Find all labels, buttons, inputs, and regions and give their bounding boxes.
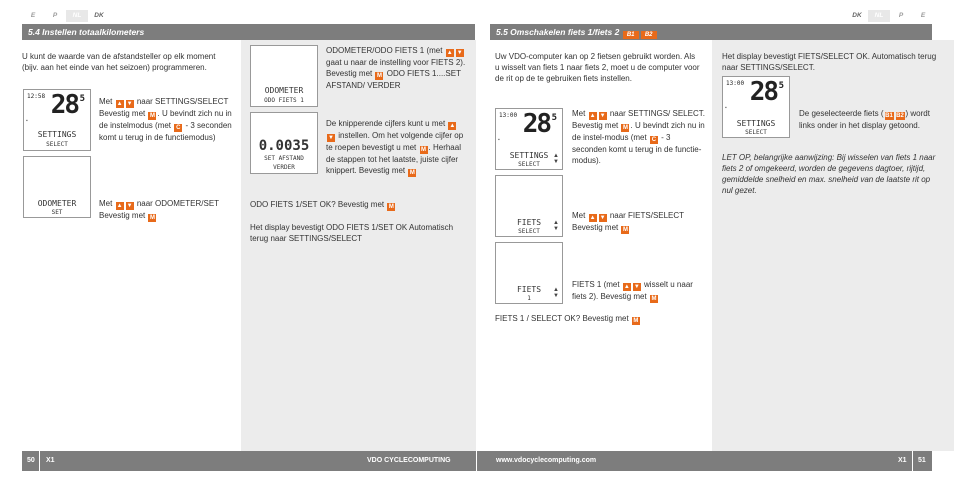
lcd-line2: SET <box>51 209 63 216</box>
lang-tab: DK <box>94 12 104 19</box>
col4-note: LET OP, belangrijke aanwijzing: Bij wisselen van fiets 1 naar fiets 2 of omgekeerd, worden de gegevens dagtoer, rijtijd, gemiddelde snelheid en max. snelheid van de laatste rit op nul gezet. <box>722 153 936 195</box>
c-key-icon: C <box>176 125 181 131</box>
lcd-arrows-icon: ▲ ▼ <box>553 220 559 232</box>
up-key-icon: ▲ <box>623 284 630 290</box>
lcd-settings-select-3 <box>722 76 790 138</box>
lang-tab: P <box>898 12 904 19</box>
m-key-icon: M <box>409 170 415 176</box>
c-key-icon: C <box>651 137 657 143</box>
lcd-set-afstand <box>250 112 318 174</box>
col1-intro: U kunt de waarde van de afstandsteller op elk moment (bijv. aan het einde van het seizoen) programmeren. <box>22 52 216 72</box>
bike-b2-icon: B2 <box>641 31 657 39</box>
footer-right <box>477 451 932 471</box>
up-key-icon: ▲ <box>116 101 123 107</box>
lcd-line1: FIETS <box>516 285 542 294</box>
up-key-icon: ▲ <box>589 113 596 119</box>
m-key-icon: M <box>651 296 657 302</box>
up-key-icon: ▲ <box>446 50 453 56</box>
col2-p4: Het display bevestigt ODO FIETS 1/SET OK Automatisch terug naar SETTINGS/SELECT <box>250 223 454 243</box>
lcd-line2: SELECT <box>518 228 540 235</box>
col1-step1: Met ▲ ▼ naar SETTINGS/SELECT Bevestig met M . U bevindt zich nu in de instelmodus (met C - 3 seconden komt u terug in de functiemodus) <box>99 97 232 142</box>
lcd-speed: 28 <box>749 77 777 107</box>
m-key-icon: M <box>421 147 427 153</box>
down-key-icon: ▼ <box>599 113 606 119</box>
col3-step2: Met ▲ ▼ naar FIETS/SELECT Bevestig met M <box>572 211 684 233</box>
brand-name: VDO CYCLECOMPUTING <box>367 457 451 464</box>
up-key-icon: ▲ <box>116 203 123 209</box>
language-tabs-left <box>22 10 110 22</box>
lcd-line1: FIETS <box>516 218 542 227</box>
lcd-odometer-set <box>23 156 91 218</box>
lcd-line1: SET AFSTAND <box>264 155 304 162</box>
lcd-speed: 28 <box>50 90 78 120</box>
lcd-line2: 1 <box>527 295 531 302</box>
col1-step2: Met ▲ ▼ naar ODOMETER/SET Bevestig met M <box>99 199 219 221</box>
col3-final: FIETS 1 / SELECT OK? Bevestig met M <box>495 314 639 324</box>
lang-tab: E <box>920 12 926 19</box>
bike-b1-icon: B1 <box>623 31 639 39</box>
lcd-line2: SELECT <box>745 129 767 136</box>
down-key-icon: ▼ <box>456 50 463 56</box>
lcd-line1: SETTINGS <box>736 119 776 128</box>
page-number-right: 51 <box>918 457 926 464</box>
bike-b1-icon: B1 <box>885 113 893 119</box>
lcd-mark-icon: ▪ <box>498 137 500 143</box>
page-number-left: 50 <box>27 457 35 464</box>
section-title-left: 5.4 Instellen totaalkilometers <box>22 24 475 40</box>
down-key-icon: ▼ <box>599 215 606 221</box>
lcd-line2: VERDER <box>273 164 295 171</box>
lcd-line1: SETTINGS <box>509 151 549 160</box>
col4-p1: Het display bevestigt FIETS/SELECT OK. Automatisch terug naar SETTINGS/SELECT. <box>722 52 937 72</box>
col3-step1: Met ▲ ▼ naar SETTINGS/ SELECT. Bevestig met M . U bevindt zich nu in de instel-modus (met C - 3 seconden komt u terug in de functie-modus). <box>572 109 705 165</box>
m-key-icon: M <box>376 73 382 79</box>
bike-b2-icon: B2 <box>896 113 904 119</box>
col4-p2: De geselecteerde fiets ( B1 B2 ) wordt links onder in het display getoond. <box>799 109 930 130</box>
m-key-icon: M <box>633 318 639 324</box>
footer-url[interactable]: www.vdocyclecomputing.com <box>496 457 597 464</box>
lang-tab-active: NL <box>868 10 890 22</box>
m-key-icon: M <box>622 227 628 233</box>
col3-step3: FIETS 1 (met ▲ ▼ wisselt u naar fiets 2). Bevestig met M <box>572 280 693 302</box>
lcd-line2: SELECT <box>518 161 540 168</box>
model-left: X1 <box>46 457 55 464</box>
lcd-fiets-select <box>495 175 563 237</box>
lang-tab-active: NL <box>66 10 88 22</box>
col2-p1: ODOMETER/ODO FIETS 1 (met ▲ ▼ gaat u naar de instelling voor FIETS 2). Bevestig met M ODO FIETS 1....SET AFSTAND/ VERDER <box>326 46 466 90</box>
lang-tab: E <box>30 12 36 19</box>
lcd-line1: ODOMETER <box>37 199 77 208</box>
lcd-digits: 0.0035 <box>258 138 310 154</box>
lcd-odo-fiets <box>250 45 318 107</box>
m-key-icon: M <box>622 125 628 131</box>
lcd-speed-unit: 5 <box>79 94 85 104</box>
lcd-line1: ODOMETER <box>264 86 304 95</box>
down-key-icon: ▼ <box>328 135 334 141</box>
col2-p2: De knipperende cijfers kunt u met ▲▼ instellen. Om het volgende cijfer op te roepen bevestigt u met M . Herhaal de stappen tot het laatste, juiste cijfer knippert. Bevestig met M <box>326 119 464 176</box>
section-title-text: 5.5 Omschakelen fiets 1/fiets 2 <box>496 27 620 37</box>
lang-tab: DK <box>852 12 862 19</box>
lcd-settings-select-2 <box>495 108 563 170</box>
lcd-speed: 28 <box>522 109 550 139</box>
model-right: X1 <box>898 457 907 464</box>
lcd-time: 13:00 <box>726 80 745 87</box>
lcd-line2: ODO FIETS 1 <box>264 97 304 104</box>
lcd-speed-unit: 5 <box>551 113 557 123</box>
up-key-icon: ▲ <box>449 123 456 129</box>
lcd-time: 12:58 <box>27 93 46 100</box>
m-key-icon: M <box>149 215 155 221</box>
down-key-icon: ▼ <box>126 101 133 107</box>
footer-left <box>22 451 476 471</box>
lcd-speed-unit: 5 <box>778 81 784 91</box>
language-tabs-right <box>846 10 934 22</box>
m-key-icon: M <box>388 204 394 210</box>
lcd-line1: SETTINGS <box>37 130 77 139</box>
m-key-icon: M <box>149 113 155 119</box>
up-key-icon: ▲ <box>589 215 596 221</box>
lcd-mark-icon: ▪ <box>725 105 727 111</box>
lcd-mark-icon: ▪ <box>26 118 28 124</box>
lcd-fiets-1 <box>495 242 563 304</box>
lcd-arrows-icon: ▲ ▼ <box>553 153 559 165</box>
down-key-icon: ▼ <box>126 203 133 209</box>
lcd-line2: SELECT <box>46 141 68 148</box>
col2-p3: ODO FIETS 1/SET OK? Bevestig met M <box>250 200 394 210</box>
down-key-icon: ▼ <box>633 284 640 290</box>
lcd-time: 13:00 <box>499 112 518 119</box>
col3-intro: Uw VDO-computer kan op 2 fietsen gebruikt worden. Als u wisselt van fiets 1 naar fiets 2, moet u de computer voor de rit op de te gebruiken fiets instellen. <box>495 52 700 83</box>
section-title-right <box>490 24 932 40</box>
lang-tab: P <box>52 12 58 19</box>
lcd-arrows-icon: ▲ ▼ <box>553 287 559 299</box>
lcd-settings-select <box>23 89 91 151</box>
